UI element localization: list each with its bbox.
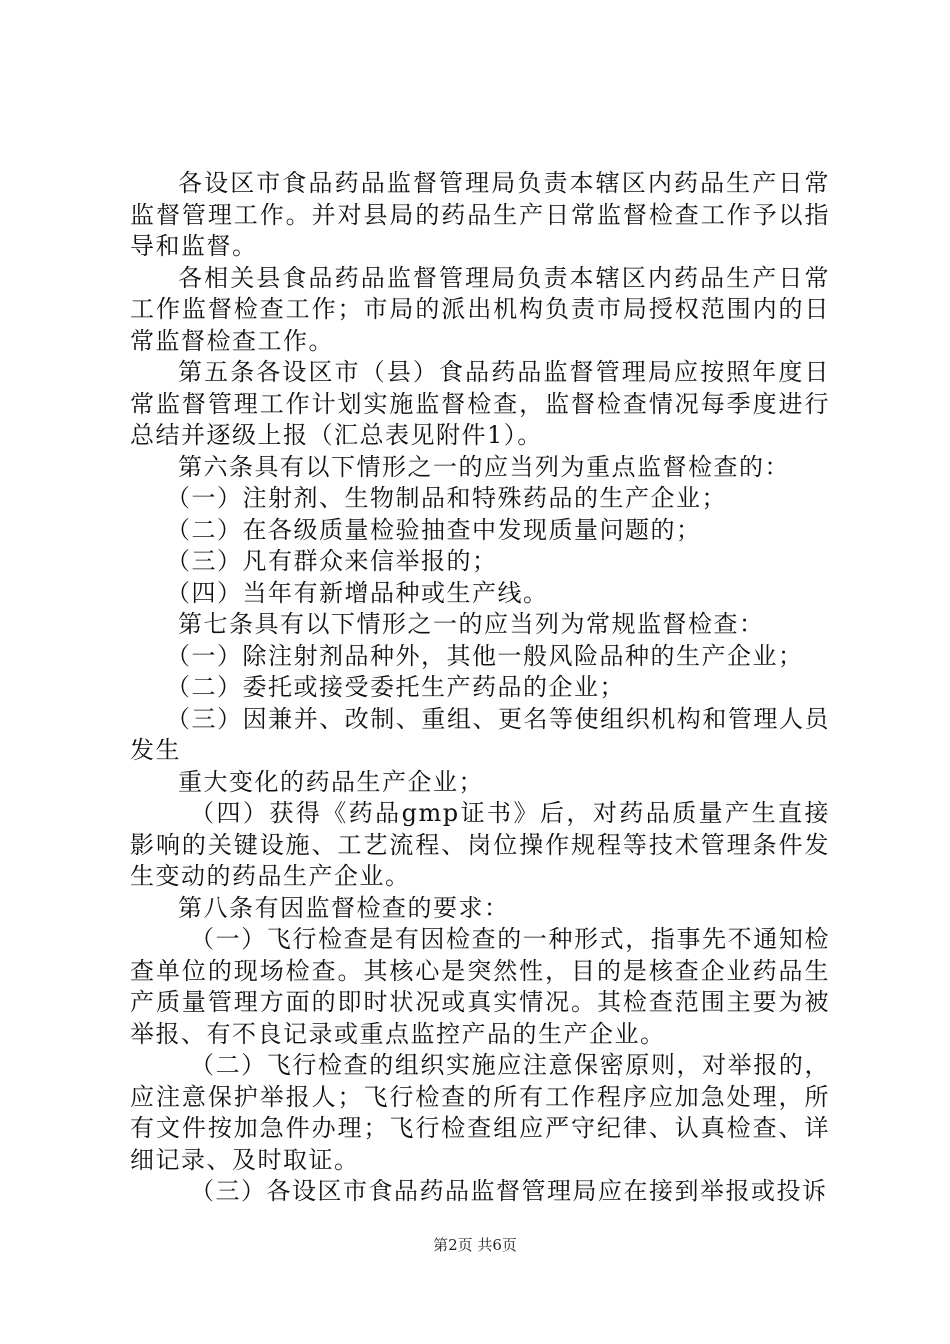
list-item: （二）在各级质量检验抽查中发现质量问题的；: [166, 515, 702, 544]
paragraph: 第八条有因监督检查的要求：: [178, 893, 510, 922]
list-item: （四）当年有新增品种或生产线。: [166, 578, 549, 607]
list-item: （二）委托或接受委托生产药品的企业；: [166, 673, 625, 701]
page-footer: 第2页 共6页: [433, 1236, 517, 1254]
paragraph: 第五条各设区市（县）食品药品监督管理局应按照年度日常监督管理工作计划实施监督检查，监督检查情况每季度进行总结并逐级上报（汇总表见附件1）。: [130, 358, 830, 449]
list-item: （三）各设区市食品药品监督管理局应在接到举报或投诉: [190, 1177, 828, 1205]
paragraph: 第六条具有以下情形之一的应当列为重点监督检查的：: [178, 452, 790, 481]
paragraph: 第七条具有以下情形之一的应当列为常规监督检查：: [178, 610, 765, 638]
list-item: （三）因兼并、改制、重组、更名等使组织机构和管理人员发生: [130, 704, 830, 764]
list-item: （一）除注射剂品种外，其他一般风险品种的生产企业；: [166, 641, 804, 670]
document-body: [130, 168, 830, 1208]
paragraph: 重大变化的药品生产企业；: [178, 767, 484, 796]
paragraph: 各设区市食品药品监督管理局负责本辖区内药品生产日常监督管理工作。并对县局的药品生产日常监督检查工作予以指导和监督。: [130, 169, 830, 260]
list-item: （二）飞行检查的组织实施应注意保密原则，对举报的，应注意保护举报人；飞行检查的所有工作程序应加急处理，所有文件按加急件办理；飞行检查组应严守纪律、认真检查、详细记录、及时取证。: [130, 1051, 830, 1174]
list-item: （四）获得《药品gmp证书》后，对药品质量产生直接影响的关键设施、工艺流程、岗位操作规程等技术管理条件发生变动的药品生产企业。: [130, 799, 830, 890]
list-item: （三）凡有群众来信举报的；: [166, 547, 498, 575]
list-item: （一）飞行检查是有因检查的一种形式，指事先不通知检查单位的现场检查。其核心是突然性，目的是核查企业药品生产质量管理方面的即时状况或真实情况。其检查范围主要为被举报、有不良记录或重点监控产品的生产企业。: [130, 925, 830, 1048]
paragraph: 各相关县食品药品监督管理局负责本辖区内药品生产日常工作监督检查工作；市局的派出机构负责市局授权范围内的日常监督检查工作。: [130, 263, 830, 355]
list-item: （一）注射剂、生物制品和特殊药品的生产企业；: [166, 484, 727, 512]
